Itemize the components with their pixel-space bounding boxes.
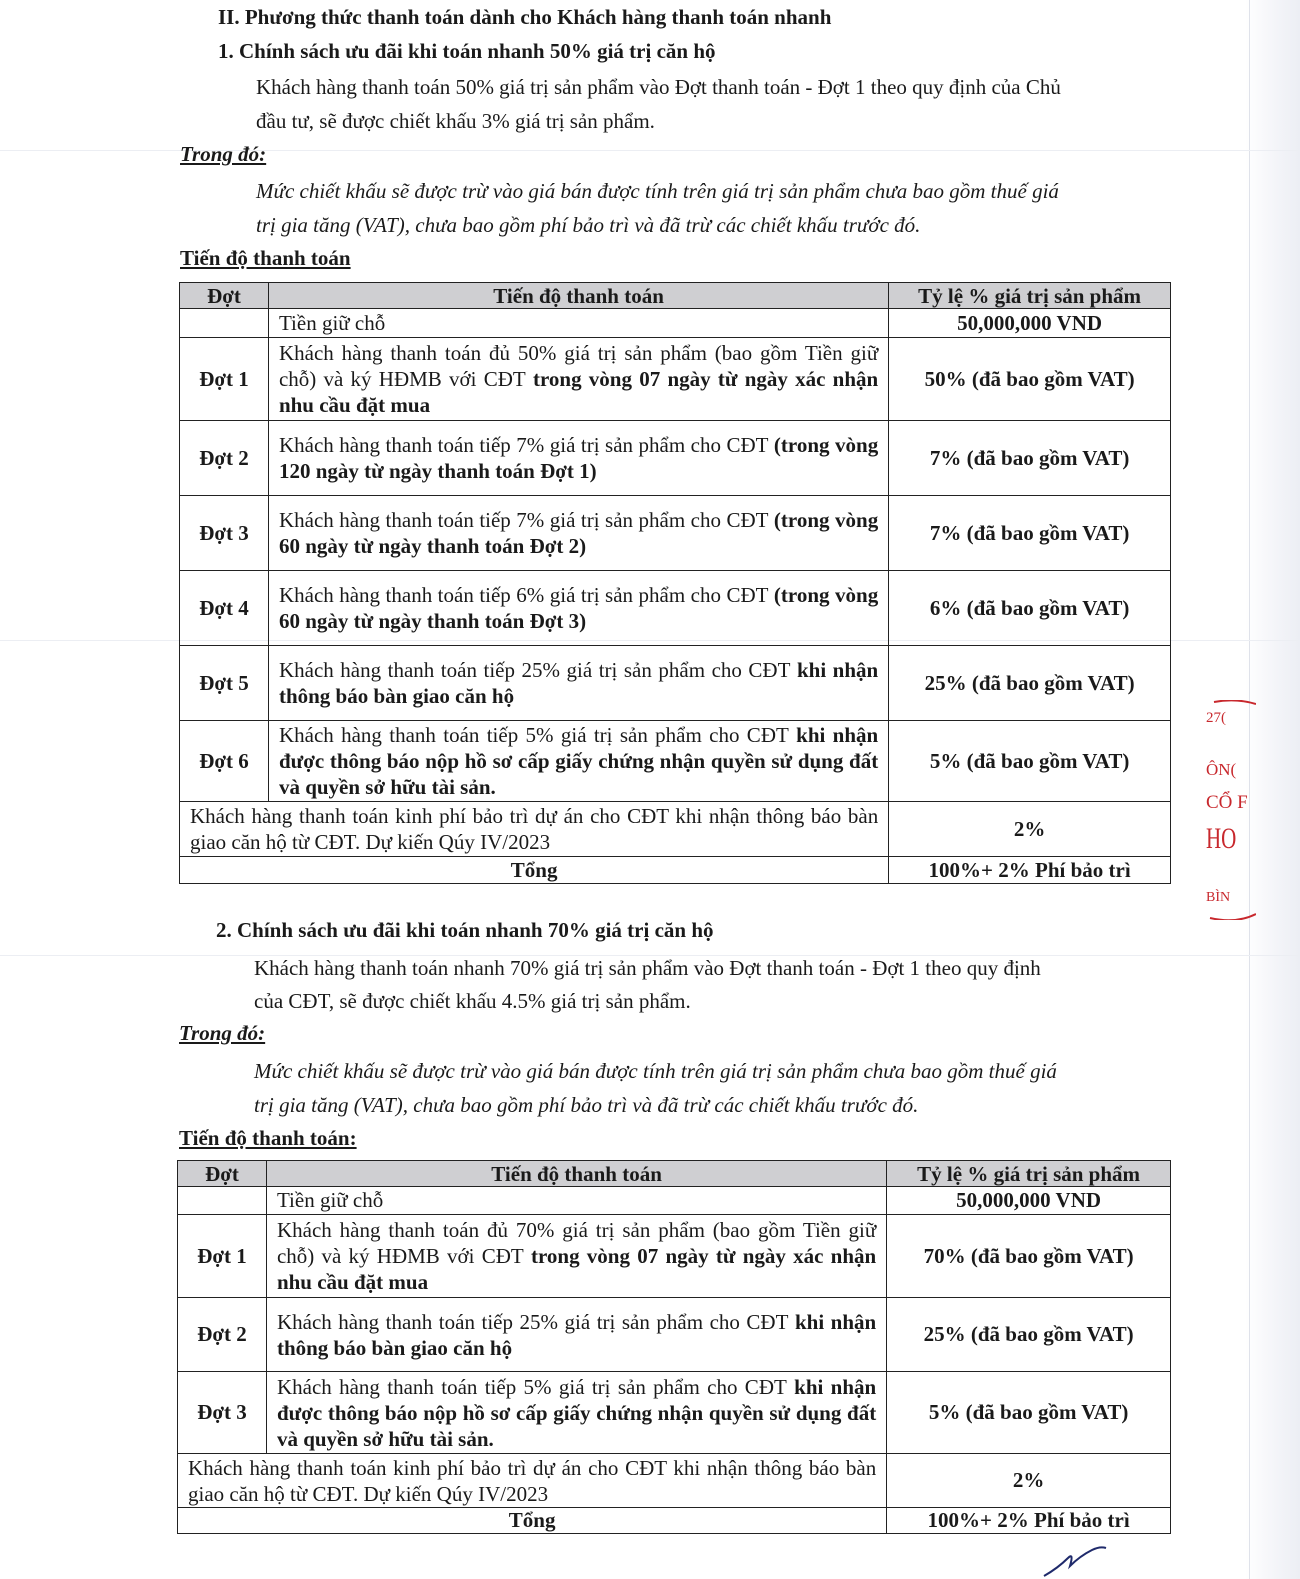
policy-intro-line: Khách hàng thanh toán 50% giá trị sản phẩm vào Đợt thanh toán - Đợt 1 theo quy định của Chủ <box>256 75 1061 99</box>
table-row <box>178 1372 1171 1454</box>
header-phase: Đợt <box>180 283 269 309</box>
payment-schedule-table <box>177 1160 1171 1534</box>
maintenance-rate: 2% <box>889 802 1171 857</box>
deposit-value: 50,000,000 VND <box>887 1187 1171 1215</box>
stamp-text: ÔN( <box>1206 760 1237 779</box>
progress-bold-text: trong vòng 07 ngày từ ngày xác nhận nhu cầu đặt mua <box>276 1244 877 1294</box>
stamp-text: HO <box>1206 822 1237 855</box>
deposit-row <box>178 1187 1171 1215</box>
table-row <box>180 338 1171 421</box>
progress-text: Khách hàng thanh toán đủ 70% giá trị sản phẩm (bao gồm Tiền giữ chỗ) và ký HĐMB với CĐT <box>276 1218 877 1268</box>
progress-text: Khách hàng thanh toán tiếp 6% giá trị sản phẩm cho CĐT <box>278 583 769 607</box>
table-row <box>178 1215 1171 1298</box>
progress-cell <box>268 338 888 421</box>
table-row <box>178 1298 1171 1372</box>
table-row <box>180 646 1171 721</box>
progress-cell <box>268 646 888 721</box>
note-line: Mức chiết khấu sẽ được trừ vào giá bán được tính trên giá trị sản phẩm chưa bao gồm thuế giá <box>256 179 1059 203</box>
schedule-title: Tiến độ thanh toán: <box>179 1126 357 1150</box>
progress-text: Khách hàng thanh toán tiếp 7% giá trị sản phẩm cho CĐT <box>278 508 769 532</box>
table-row <box>180 571 1171 646</box>
phase-cell: Đợt 3 <box>178 1372 267 1454</box>
policy-heading: 2. Chính sách ưu đãi khi toán nhanh 70% giá trị căn hộ <box>216 918 714 942</box>
phase-cell: Đợt 1 <box>178 1215 267 1298</box>
deposit-value: 50,000,000 VND <box>889 309 1171 338</box>
rate-cell: 7% (đã bao gồm VAT) <box>889 496 1171 571</box>
maintenance-rate: 2% <box>887 1454 1171 1508</box>
policy-intro-line: đầu tư, sẽ được chiết khấu 3% giá trị sản phẩm. <box>256 109 655 133</box>
rate-cell: 70% (đã bao gồm VAT) <box>887 1215 1171 1298</box>
header-rate: Tỷ lệ % giá trị sản phẩm <box>889 283 1171 309</box>
progress-text: Khách hàng thanh toán tiếp 5% giá trị sản phẩm cho CĐT <box>278 723 789 747</box>
progress-text: Khách hàng thanh toán tiếp 5% giá trị sản phẩm cho CĐT <box>276 1374 787 1399</box>
table-row <box>180 721 1171 802</box>
stamp-text: CỔ F <box>1206 792 1248 813</box>
progress-cell <box>268 571 888 646</box>
total-label: Tổng <box>180 857 889 884</box>
deposit-phase-cell <box>180 309 269 338</box>
maintenance-row <box>178 1454 1171 1508</box>
total-value: 100%+ 2% Phí bảo trì <box>887 1508 1171 1534</box>
note-line: trị gia tăng (VAT), chưa bao gồm phí bảo trì và đã trừ các chiết khấu trước đó. <box>254 1093 919 1117</box>
header-progress: Tiến độ thanh toán <box>268 283 888 309</box>
progress-cell <box>266 1215 886 1298</box>
header-phase: Đợt <box>178 1161 267 1187</box>
total-row <box>180 857 1171 884</box>
progress-bold-text: khi nhận được thông báo nộp hồ sơ cấp giấy chứng nhận quyền sử dụng đất và quyền sở hữu tài sản. <box>276 1374 877 1451</box>
stamp-text: 27( <box>1206 710 1226 726</box>
table-row <box>180 496 1171 571</box>
schedule-title: Tiến độ thanh toán <box>180 246 351 270</box>
phase-cell: Đợt 3 <box>180 496 269 571</box>
progress-bold-text: khi nhận thông báo bàn giao căn hộ <box>278 658 879 708</box>
total-value: 100%+ 2% Phí bảo trì <box>889 857 1171 884</box>
progress-cell <box>268 421 888 496</box>
policy-heading: 1. Chính sách ưu đãi khi toán nhanh 50% giá trị căn hộ <box>218 39 716 63</box>
rate-cell: 7% (đã bao gồm VAT) <box>889 421 1171 496</box>
rate-cell: 5% (đã bao gồm VAT) <box>887 1372 1171 1454</box>
signature-stroke <box>1040 1538 1110 1578</box>
policy-intro-line: của CĐT, sẽ được chiết khấu 4.5% giá trị sản phẩm. <box>254 989 691 1013</box>
payment-schedule-table <box>179 282 1171 884</box>
header-rate: Tỷ lệ % giá trị sản phẩm <box>887 1161 1171 1187</box>
deposit-label: Tiền giữ chỗ <box>266 1187 886 1215</box>
progress-bold-text: khi nhận được thông báo nộp hồ sơ cấp giấy chứng nhận quyền sử dụng đất và quyền sở hữu tài sản. <box>278 723 879 799</box>
progress-cell <box>266 1298 886 1372</box>
table-row <box>180 421 1171 496</box>
phase-cell: Đợt 5 <box>180 646 269 721</box>
rate-cell: 5% (đã bao gồm VAT) <box>889 721 1171 802</box>
rate-cell: 25% (đã bao gồm VAT) <box>889 646 1171 721</box>
progress-cell <box>266 1372 886 1454</box>
table-header-row <box>180 283 1171 309</box>
stamp-text: BÌN <box>1206 890 1231 905</box>
company-stamp <box>1206 700 1256 920</box>
header-progress: Tiến độ thanh toán <box>266 1161 886 1187</box>
note-line: Mức chiết khấu sẽ được trừ vào giá bán được tính trên giá trị sản phẩm chưa bao gồm thuế giá <box>254 1059 1057 1083</box>
progress-cell <box>268 721 888 802</box>
deposit-row <box>180 309 1171 338</box>
phase-cell: Đợt 2 <box>178 1298 267 1372</box>
maintenance-desc: Khách hàng thanh toán kinh phí bảo trì dự án cho CĐT khi nhận thông báo bàn giao căn hộ từ CĐT. Dự kiến Qúy IV/2023 <box>178 1454 887 1508</box>
progress-text: Khách hàng thanh toán tiếp 7% giá trị sản phẩm cho CĐT <box>278 433 769 457</box>
phase-cell: Đợt 1 <box>180 338 269 421</box>
progress-bold-text: trong vòng 07 ngày từ ngày xác nhận nhu cầu đặt mua <box>278 367 879 417</box>
progress-bold-text: (trong vòng 60 ngày từ ngày thanh toán Đợt 3) <box>278 583 879 633</box>
progress-bold-text: (trong vòng 60 ngày từ ngày thanh toán Đợt 2) <box>278 508 879 558</box>
deposit-label: Tiền giữ chỗ <box>268 309 888 338</box>
phase-cell: Đợt 2 <box>180 421 269 496</box>
table-header-row <box>178 1161 1171 1187</box>
note-line: trị gia tăng (VAT), chưa bao gồm phí bảo trì và đã trừ các chiết khấu trước đó. <box>256 213 921 237</box>
phase-cell: Đợt 6 <box>180 721 269 802</box>
rate-cell: 6% (đã bao gồm VAT) <box>889 571 1171 646</box>
rate-cell: 25% (đã bao gồm VAT) <box>887 1298 1171 1372</box>
progress-text: Khách hàng thanh toán tiếp 25% giá trị sản phẩm cho CĐT <box>278 658 791 682</box>
progress-bold-text: khi nhận thông báo bàn giao căn hộ <box>276 1309 877 1360</box>
maintenance-desc: Khách hàng thanh toán kinh phí bảo trì dự án cho CĐT khi nhận thông báo bàn giao căn hộ từ CĐT. Dự kiến Qúy IV/2023 <box>180 802 889 857</box>
progress-bold-text: (trong vòng 120 ngày từ ngày thanh toán Đợt 1) <box>278 433 879 483</box>
note-label: Trong đó: <box>180 142 267 166</box>
progress-text: Khách hàng thanh toán đủ 50% giá trị sản phẩm (bao gồm Tiền giữ chỗ) và ký HĐMB với CĐT <box>278 341 879 391</box>
maintenance-row <box>180 802 1171 857</box>
section-heading: II. Phương thức thanh toán dành cho Khách hàng thanh toán nhanh <box>218 5 832 29</box>
progress-text: Khách hàng thanh toán tiếp 25% giá trị sản phẩm cho CĐT <box>276 1309 789 1334</box>
total-label: Tổng <box>178 1508 887 1534</box>
policy-intro-line: Khách hàng thanh toán nhanh 70% giá trị sản phẩm vào Đợt thanh toán - Đợt 1 theo quy định <box>254 956 1041 980</box>
phase-cell: Đợt 4 <box>180 571 269 646</box>
rate-cell: 50% (đã bao gồm VAT) <box>889 338 1171 421</box>
note-label: Trong đó: <box>179 1021 266 1045</box>
progress-cell <box>268 496 888 571</box>
deposit-phase-cell <box>178 1187 267 1215</box>
total-row <box>178 1508 1171 1534</box>
